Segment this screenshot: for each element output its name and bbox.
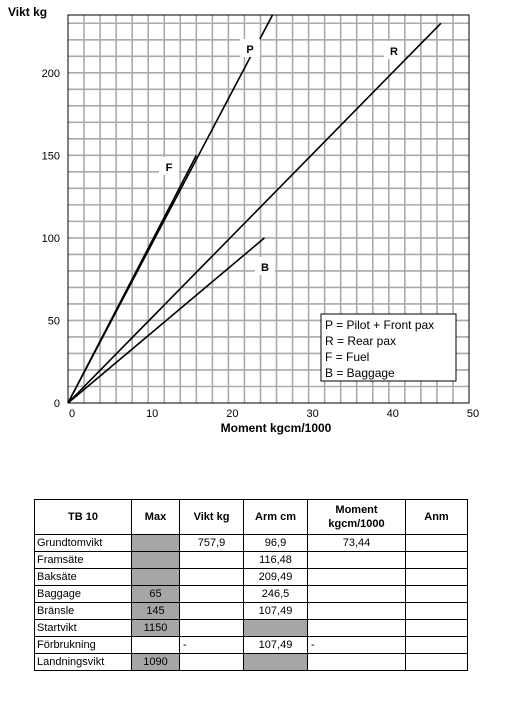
table-cell xyxy=(132,552,180,569)
table-row xyxy=(35,637,468,654)
row-label: Förbrukning xyxy=(35,637,132,654)
table-cell: 65 xyxy=(132,586,180,603)
weight-balance-table xyxy=(34,499,468,671)
table-row xyxy=(35,569,468,586)
row-label: Baksäte xyxy=(35,569,132,586)
series-label-f: F xyxy=(165,162,173,174)
table-row xyxy=(35,552,468,569)
table-cell: 107,49 xyxy=(244,603,308,620)
legend-entry: B = Baggage xyxy=(325,366,395,380)
table-cell xyxy=(132,637,180,654)
y-axis-label: Vikt kg xyxy=(8,5,48,19)
table-cell: 96,9 xyxy=(244,535,308,552)
table-cell: 209,49 xyxy=(244,569,308,586)
table-cell xyxy=(308,603,406,620)
table-cell xyxy=(308,620,406,637)
table-cell: 757,9 xyxy=(180,535,244,552)
table-row xyxy=(35,654,468,671)
table-cell xyxy=(406,586,468,603)
x-tick-label: 50 xyxy=(466,408,480,420)
column-header: TB 10 xyxy=(35,500,132,535)
table-cell: 116,48 xyxy=(244,552,308,569)
table-cell: 246,5 xyxy=(244,586,308,603)
x-tick-label: 20 xyxy=(226,408,239,420)
column-header: Arm cm xyxy=(244,500,308,535)
table-cell xyxy=(308,569,406,586)
table-cell xyxy=(406,552,468,569)
series-label-b: B xyxy=(261,262,269,274)
table-cell xyxy=(244,654,308,671)
table-cell xyxy=(180,620,244,637)
row-label: Startvikt xyxy=(35,620,132,637)
table-cell xyxy=(406,603,468,620)
legend-entry: R = Rear pax xyxy=(325,334,397,348)
table-cell: - xyxy=(308,637,406,654)
table-cell: 145 xyxy=(132,603,180,620)
column-header: Anm xyxy=(406,500,468,535)
legend-entry: P = Pilot + Front pax xyxy=(325,318,435,332)
table-cell xyxy=(180,603,244,620)
table-cell xyxy=(180,586,244,603)
table-cell xyxy=(406,654,468,671)
column-header: Max xyxy=(132,500,180,535)
x-tick-label: 40 xyxy=(386,408,399,420)
table-cell: 1090 xyxy=(132,654,180,671)
series-label-r: R xyxy=(390,46,398,58)
table-cell xyxy=(180,569,244,586)
x-tick-label: 0 xyxy=(68,408,76,420)
table-cell xyxy=(406,620,468,637)
table-cell xyxy=(308,552,406,569)
x-axis-label: Moment kgcm/1000 xyxy=(220,421,332,435)
row-label: Landningsvikt xyxy=(35,654,132,671)
legend-entry: F = Fuel xyxy=(325,350,370,364)
table-cell xyxy=(308,586,406,603)
table-cell xyxy=(180,654,244,671)
table-row xyxy=(35,586,468,603)
table-header-row xyxy=(35,500,468,535)
table-cell xyxy=(132,535,180,552)
row-label: Grundtomvikt xyxy=(35,535,132,552)
table-cell xyxy=(406,569,468,586)
table-cell: 1150 xyxy=(132,620,180,637)
table-row xyxy=(35,603,468,620)
legend xyxy=(321,314,456,381)
table-cell: 73,44 xyxy=(308,535,406,552)
table-row xyxy=(35,620,468,637)
column-header: Vikt kg xyxy=(180,500,244,535)
row-label: Baggage xyxy=(35,586,132,603)
table-cell xyxy=(132,569,180,586)
y-tick-label: 50 xyxy=(47,315,60,328)
y-tick-label: 100 xyxy=(41,232,60,245)
row-label: Bränsle xyxy=(35,603,132,620)
table-cell xyxy=(244,620,308,637)
table-cell xyxy=(406,637,468,654)
table-row xyxy=(35,535,468,552)
x-tick-label: 10 xyxy=(146,408,159,420)
column-header: Moment kgcm/1000 xyxy=(308,500,406,535)
table-body xyxy=(35,535,468,671)
table-cell: - xyxy=(180,637,244,654)
table-cell xyxy=(406,535,468,552)
y-tick-label: 0 xyxy=(53,398,60,410)
y-tick-label: 200 xyxy=(41,67,60,80)
x-tick-label: 30 xyxy=(306,408,319,420)
table-cell xyxy=(180,552,244,569)
series-label-p: P xyxy=(246,44,254,56)
row-label: Framsäte xyxy=(35,552,132,569)
table-cell xyxy=(308,654,406,671)
y-tick-label: 150 xyxy=(41,150,60,163)
table-cell: 107,49 xyxy=(244,637,308,654)
